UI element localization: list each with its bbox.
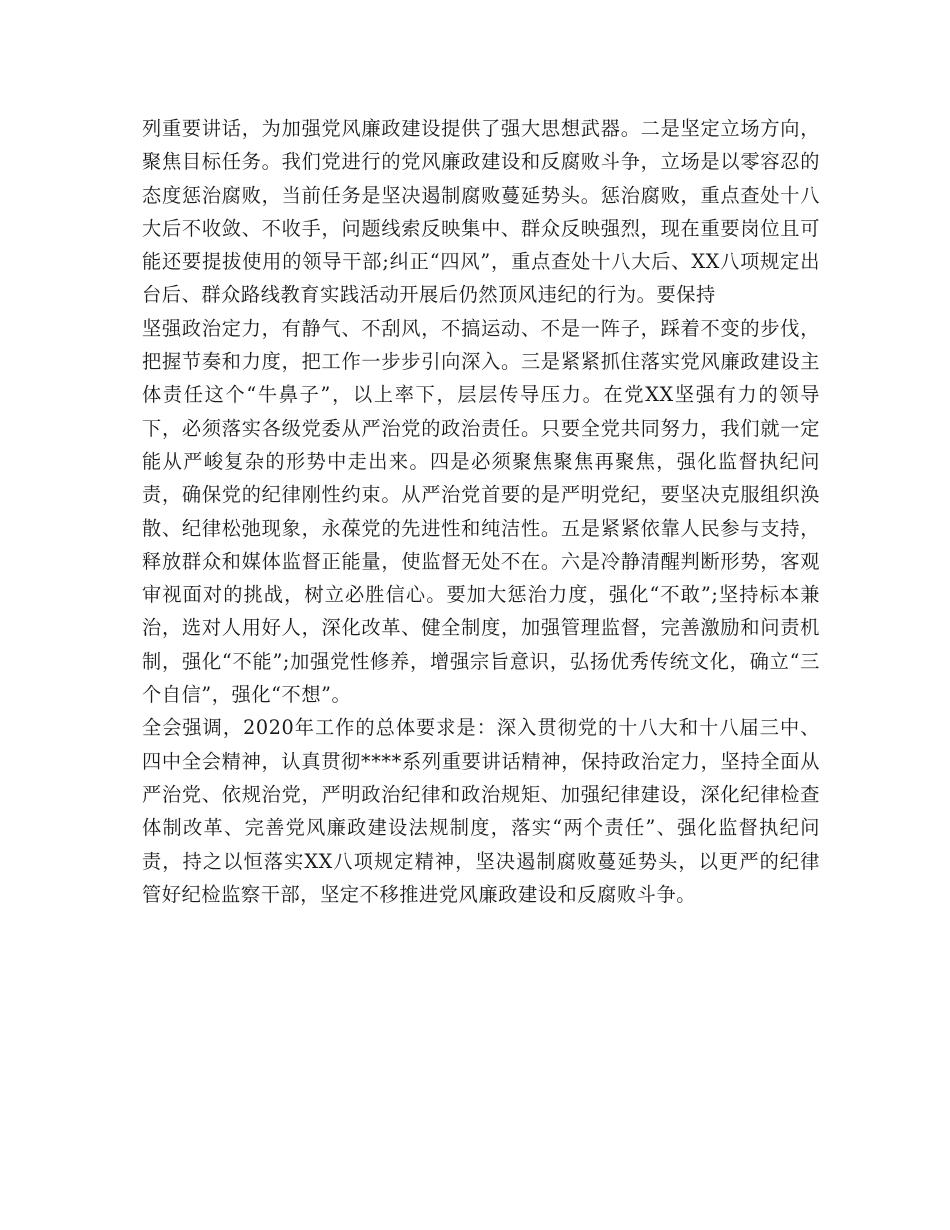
- body-paragraph-2: 坚强政治定力，有静气、不刮风，不搞运动、不是一阵子，踩着不变的步伐，把握节奏和力度，把工作一步步引向深入。三是紧紧抓住落实党风廉政建设主体责任这个“牛鼻子”，以上率下，层层传导压力。在党XX坚强有力的领导下，必须落实各级党委从严治党的政治责任。只要全党共同努力，我们就一定能从严峻复杂的形势中走出来。四是必须聚焦聚焦再聚焦，强化监督执纪问责，确保党的纪律刚性约束。从严治党首要的是严明党纪，要坚决克服组织涣散、纪律松弛现象，永葆党的先进性和纯洁性。五是紧紧依靠人民参与支持，释放群众和媒体监督正能量，使监督无处不在。六是冷静清醒判断形势，客观审视面对的挑战，树立必胜信心。要加大惩治力度，强化“不敢”;坚持标本兼治，选对人用好人，深化改革、健全制度，加强管理监督，完善激励和问责机制，强化“不能”;加强党性修养，增强宗旨意识，弘扬优秀传统文化，确立“三个自信”，强化“不想”。: [142, 316, 820, 707]
- body-paragraph-1: 列重要讲话，为加强党风廉政建设提供了强大思想武器。二是坚定立场方向，聚焦目标任务。我们党进行的党风廉政建设和反腐败斗争，立场是以零容忍的态度惩治腐败，当前任务是坚决遏制腐败蔓延势头。惩治腐败，重点查处十八大后不收敛、不收手，问题线索反映集中、群众反映强烈，现在重要岗位且可能还要提拔使用的领导干部;纠正“四风”，重点查处十八大后、XX八项规定出台后、群众路线教育实践活动开展后仍然顶风违纪的行为。要保持: [142, 117, 820, 307]
- body-paragraph-3: 全会强调，2020年工作的总体要求是：深入贯彻党的十八大和十八届三中、四中全会精神，认真贯彻****系列重要讲话精神，保持政治定力，坚持全面从严治党、依规治党，严明政治纪律和政治规矩、加强纪律建设，深化纪律检查体制改革、完善党风廉政建设法规制度，落实“两个责任”、强化监督执纪问责，持之以恒落实XX八项规定精神，坚决遏制腐败蔓延势头，以更严的纪律管好纪检监察干部，坚定不移推进党风廉政建设和反腐败斗争。: [142, 716, 820, 906]
